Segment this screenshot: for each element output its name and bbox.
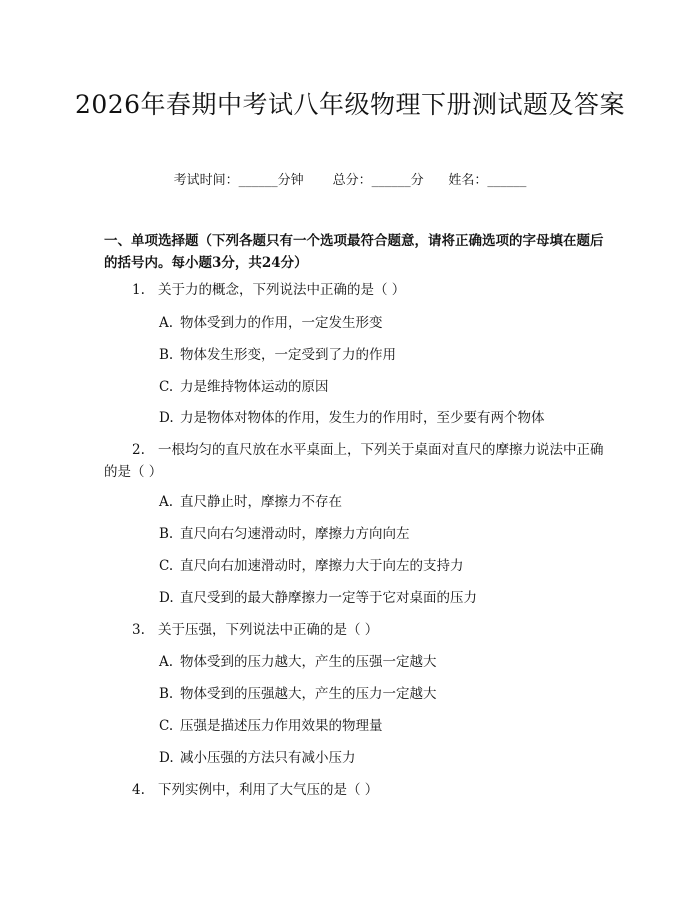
option-text: 直尺向右加速滑动时，摩擦力大于向左的支持力 [180, 558, 464, 574]
option-letter: B. [159, 347, 174, 363]
option-2d [159, 588, 619, 608]
question-3 [104, 619, 604, 641]
name-blank: ______ [487, 173, 527, 188]
option-text: 减小压强的方法只有减小压力 [180, 750, 356, 766]
section-heading: 一、单项选择题（下列各题只有一个选项最符合题意，请将正确选项的字母填在题后的括号内。每小题3分，共24分） [104, 233, 604, 271]
option-text: 力是维持物体运动的原因 [180, 379, 329, 395]
option-letter: C. [159, 718, 174, 734]
option-1a [159, 313, 619, 333]
question-number: 4. [132, 782, 145, 798]
option-3a [159, 652, 619, 672]
option-text: 直尺静止时，摩擦力不存在 [180, 494, 342, 510]
question-text: 下列实例中，利用了大气压的是（ ） [158, 782, 379, 798]
option-letter: D. [159, 410, 174, 426]
option-letter: C. [159, 379, 174, 395]
question-4 [104, 779, 604, 801]
question-1 [104, 279, 604, 301]
page-title: 2026年春期中考试八年级物理下册测试题及答案 [74, 90, 626, 119]
option-letter: A. [159, 494, 174, 510]
option-letter: D. [159, 750, 174, 766]
option-3c [159, 716, 619, 736]
question-text: 关于力的概念，下列说法中正确的是（ ） [158, 282, 406, 298]
option-text: 力是物体对物体的作用，发生力的作用时，至少要有两个物体 [180, 410, 545, 426]
option-text: 直尺受到的最大静摩擦力一定等于它对桌面的压力 [180, 590, 477, 606]
question-number: 1. [132, 282, 145, 298]
score-blank: ______分 [371, 173, 424, 188]
option-text: 压强是描述压力作用效果的物理量 [180, 718, 383, 734]
question-text: 一根均匀的直尺放在水平桌面上，下列关于桌面对直尺的摩擦力说法中正确的是（ ） [104, 442, 604, 480]
time-blank: ______分钟 [238, 173, 304, 188]
option-text: 物体发生形变，一定受到了力的作用 [180, 347, 396, 363]
question-text: 关于压强，下列说法中正确的是（ ） [158, 622, 379, 638]
option-text: 物体受到力的作用，一定发生形变 [180, 315, 383, 331]
option-letter: A. [159, 654, 174, 670]
option-letter: A. [159, 315, 174, 331]
option-1b [159, 345, 619, 365]
question-number: 3. [132, 622, 145, 638]
option-2c [159, 556, 619, 576]
option-1c [159, 377, 619, 397]
option-3d [159, 748, 619, 768]
option-2b [159, 524, 619, 544]
option-letter: D. [159, 590, 174, 606]
option-letter: B. [159, 686, 174, 702]
question-2 [104, 439, 604, 483]
name-label: 姓名： [448, 173, 488, 188]
question-number: 2. [132, 442, 145, 458]
time-label: 考试时间： [173, 173, 239, 188]
option-text: 直尺向右匀速滑动时，摩擦力方向向左 [180, 526, 410, 542]
option-1d [159, 408, 619, 428]
score-label: 总分： [332, 173, 372, 188]
option-text: 物体受到的压强越大，产生的压力一定越大 [180, 686, 437, 702]
option-2a [159, 492, 619, 512]
option-3b [159, 684, 619, 704]
option-text: 物体受到的压力越大，产生的压强一定越大 [180, 654, 437, 670]
option-letter: C. [159, 558, 174, 574]
option-letter: B. [159, 526, 174, 542]
exam-info-line [0, 169, 700, 188]
